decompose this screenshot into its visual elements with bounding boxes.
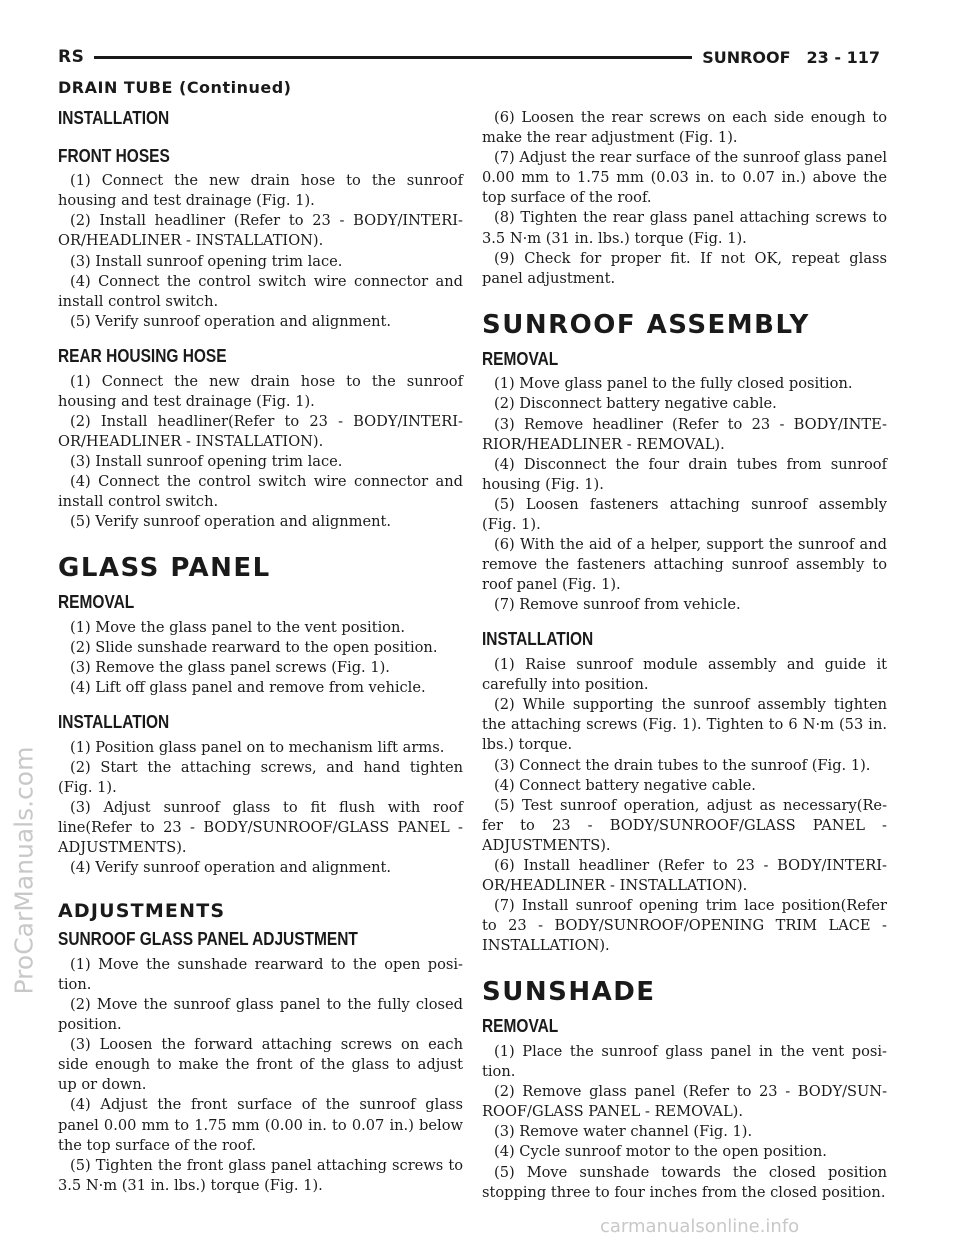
adjust-step-5: (5) Tighten the front glass panel attaching screws to 3.5 N·m (31 in. lbs.) torque (Fig. 1).	[58, 1156, 463, 1194]
glass-install-step-2: (2) Start the attaching screws, and hand tighten (Fig. 1).	[58, 758, 463, 796]
sunshade-removal-step-4: (4) Cycle sunroof motor to the open position.	[494, 1143, 827, 1161]
front-hoses-step-3: (3) Install sunroof opening trim lace.	[70, 252, 343, 270]
glass-removal-step-4: (4) Lift off glass panel and remove from vehicle.	[70, 679, 426, 697]
assembly-install-step-3: (3) Connect the drain tubes to the sunroof (Fig. 1).	[494, 756, 871, 774]
assembly-removal-step-7: (7) Remove sunroof from vehicle.	[494, 596, 741, 614]
right-column	[482, 108, 887, 1203]
glass-install-step-3: (3) Adjust sunroof glass to fit flush with roof line(Refer to 23 - BODY/SUNROOF/GLASS PANEL - ADJUSTMENTS).	[58, 799, 463, 857]
adjust-step-7: (7) Adjust the rear surface of the sunroof glass panel 0.00 mm to 1.75 mm (0.03 in. to 0.07 in.) above the top surface of the roof.	[482, 149, 887, 207]
assembly-removal-step-2: (2) Disconnect battery negative cable.	[494, 395, 777, 413]
header-page-number: 23 - 117	[806, 47, 880, 67]
assembly-install-step-6: (6) Install headliner (Refer to 23 - BODY/INTERI-OR/HEADLINER - INSTALLATION).	[482, 856, 887, 895]
header-section: SUNROOF	[702, 47, 791, 67]
header-rule	[94, 56, 692, 59]
glass-install-step-1: (1) Position glass panel on to mechanism lift arms.	[70, 738, 445, 756]
front-hoses-heading: FRONT HOSES	[58, 145, 170, 166]
side-watermark-text: ProCarManuals.com	[9, 746, 39, 994]
bottom-watermark: carmanualsonline.info	[600, 1216, 800, 1237]
sunshade-heading: SUNSHADE	[482, 977, 656, 1008]
assembly-install-step-7: (7) Install sunroof opening trim lace position(Refer to 23 - BODY/SUNROOF/OPENING TRIM LACE - INSTALLATION).	[482, 897, 887, 955]
sunshade-removal-step-3: (3) Remove water channel (Fig. 1).	[494, 1123, 753, 1141]
header-right	[702, 48, 880, 67]
adjust-step-8: (8) Tighten the rear glass panel attaching screws to 3.5 N·m (31 in. lbs.) torque (Fig. 1).	[482, 209, 887, 247]
assembly-install-step-5: (5) Test sunroof operation, adjust as necessary(Re-fer to 23 - BODY/SUNROOF/GLASS PANEL - ADJUSTMENTS).	[482, 796, 887, 854]
header-code: RS	[58, 47, 85, 67]
assembly-removal-step-5: (5) Loosen fasteners attaching sunroof assembly (Fig. 1).	[482, 495, 887, 533]
rear-housing-hose-heading: REAR HOUSING HOSE	[58, 345, 227, 366]
assembly-removal-step-6: (6) With the aid of a helper, support the sunroof and remove the fasteners attaching sunroof assembly to roof panel (Fig. 1).	[482, 536, 887, 594]
rear-hose-step-4: (4) Connect the control switch wire connector and install control switch.	[58, 473, 463, 511]
adjust-step-4: (4) Adjust the front surface of the sunroof glass panel 0.00 mm to 1.75 mm (0.00 in. to 0.07 in.) below the top surface of the roof.	[58, 1096, 463, 1154]
left-column	[58, 108, 463, 1196]
glass-panel-adjustment-heading: SUNROOF GLASS PANEL ADJUSTMENT	[58, 929, 358, 950]
front-hoses-step-5: (5) Verify sunroof operation and alignment.	[70, 312, 391, 330]
glass-installation-heading: INSTALLATION	[58, 712, 170, 733]
sunshade-removal-step-1: (1) Place the sunroof glass panel in the vent posi-tion.	[482, 1042, 887, 1081]
front-hoses-step-1: (1) Connect the new drain hose to the sunroof housing and test drainage (Fig. 1).	[58, 172, 463, 210]
adjust-step-9: (9) Check for proper fit. If not OK, repeat glass panel adjustment.	[482, 249, 887, 287]
glass-removal-step-1: (1) Move the glass panel to the vent position.	[70, 618, 406, 636]
sunshade-removal-step-2: (2) Remove glass panel (Refer to 23 - BODY/SUN-ROOF/GLASS PANEL - REMOVAL).	[482, 1083, 887, 1121]
page-header	[58, 45, 880, 69]
assembly-install-step-2: (2) While supporting the sunroof assembly tighten the attaching screws (Fig. 1). Tighten to 6 N·m (53 in. lbs.) torque.	[482, 696, 887, 754]
glass-install-step-4: (4) Verify sunroof operation and alignment.	[70, 859, 391, 877]
installation-heading: INSTALLATION	[58, 108, 170, 128]
adjust-step-3: (3) Loosen the forward attaching screws on each side enough to make the front of the glass to adjust up or down.	[58, 1036, 463, 1094]
front-hoses-step-4: (4) Connect the control switch wire connector and install control switch.	[58, 272, 463, 310]
glass-removal-step-3: (3) Remove the glass panel screws (Fig. 1).	[70, 658, 390, 676]
adjust-step-1: (1) Move the sunshade rearward to the open posi-tion.	[58, 955, 463, 993]
continued-heading: DRAIN TUBE (Continued)	[58, 78, 292, 97]
sunroof-assembly-heading: SUNROOF ASSEMBLY	[482, 309, 810, 340]
assembly-install-step-1: (1) Raise sunroof module assembly and guide it carefully into position.	[482, 656, 887, 694]
rear-hose-step-2: (2) Install headliner(Refer to 23 - BODY/INTERI-OR/HEADLINER - INSTALLATION).	[58, 412, 463, 450]
adjustments-heading: ADJUSTMENTS	[58, 900, 226, 923]
rear-hose-step-3: (3) Install sunroof opening trim lace.	[70, 452, 343, 470]
glass-removal-step-2: (2) Slide sunshade rearward to the open position.	[70, 638, 438, 656]
rear-hose-step-5: (5) Verify sunroof operation and alignment.	[70, 513, 391, 531]
front-hoses-step-2: (2) Install headliner (Refer to 23 - BODY/INTERI-OR/HEADLINER - INSTALLATION).	[58, 212, 463, 250]
assembly-installation-heading: INSTALLATION	[482, 629, 594, 650]
sunshade-removal-heading: REMOVAL	[482, 1016, 559, 1037]
sunshade-removal-step-5: (5) Move sunshade towards the closed position stopping three to four inches from the closed position.	[482, 1163, 887, 1201]
assembly-removal-heading: REMOVAL	[482, 348, 559, 369]
glass-panel-heading: GLASS PANEL	[58, 553, 271, 584]
assembly-install-step-4: (4) Connect battery negative cable.	[494, 776, 756, 794]
adjust-step-2: (2) Move the sunroof glass panel to the fully closed position.	[58, 995, 463, 1034]
rear-hose-step-1: (1) Connect the new drain hose to the sunroof housing and test drainage (Fig. 1).	[58, 372, 463, 410]
assembly-removal-step-1: (1) Move glass panel to the fully closed position.	[494, 375, 853, 393]
assembly-removal-step-3: (3) Remove headliner (Refer to 23 - BODY/INTE-RIOR/HEADLINER - REMOVAL).	[482, 415, 887, 453]
side-watermark	[4, 520, 44, 1220]
adjust-step-6: (6) Loosen the rear screws on each side enough to make the rear adjustment (Fig. 1).	[482, 109, 887, 147]
glass-removal-heading: REMOVAL	[58, 592, 135, 613]
assembly-removal-step-4: (4) Disconnect the four drain tubes from sunroof housing (Fig. 1).	[482, 455, 887, 493]
